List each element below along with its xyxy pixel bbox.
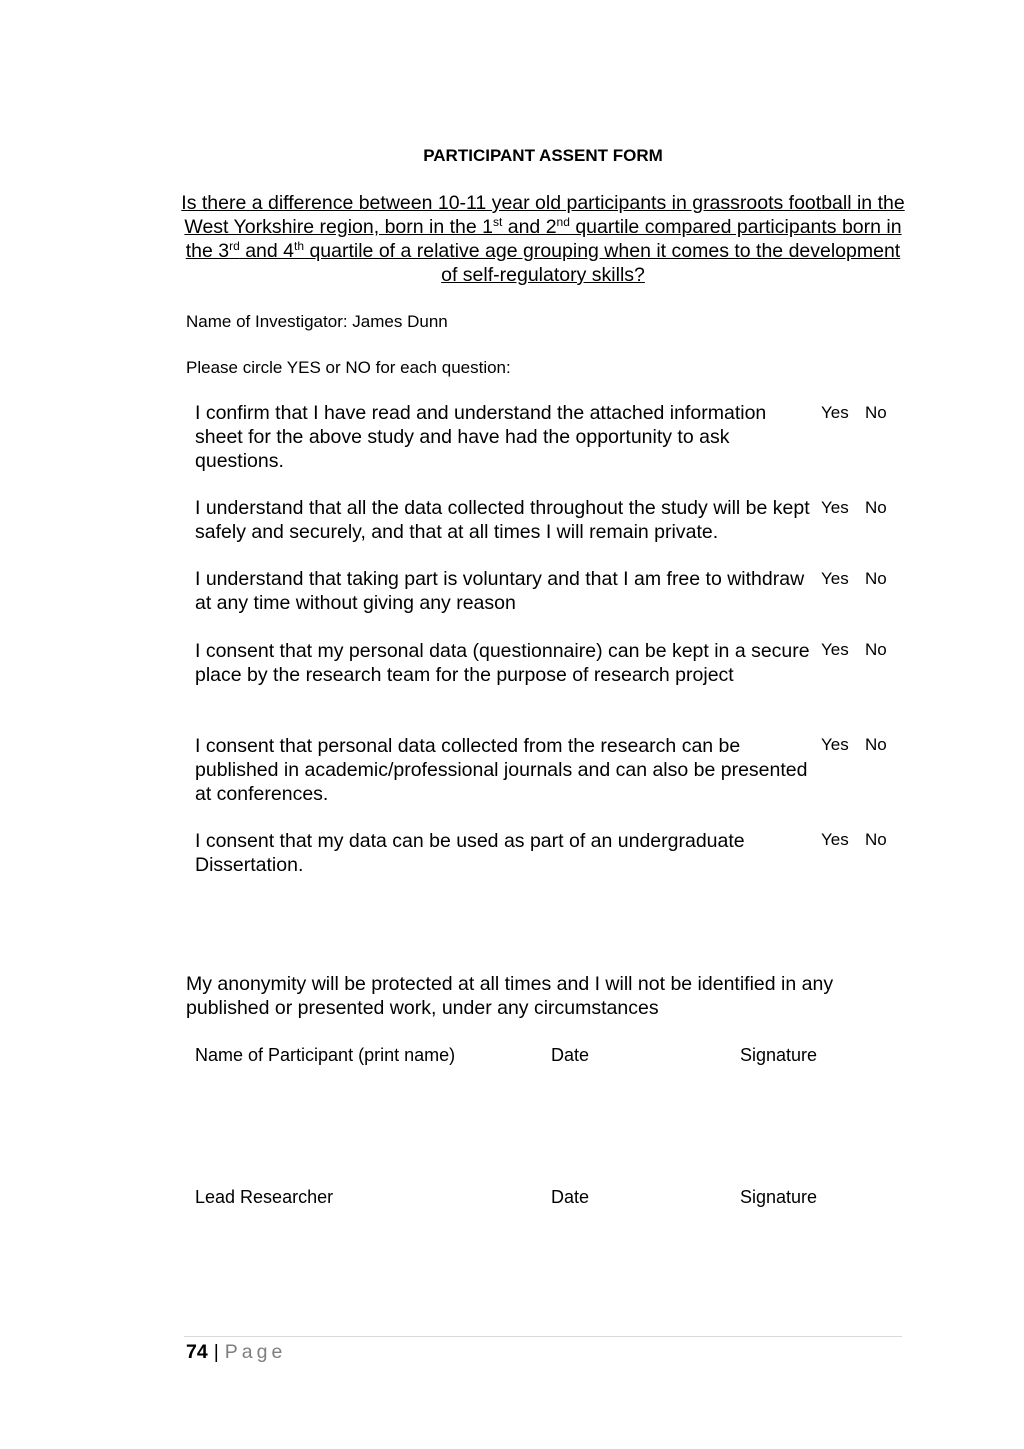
study-title-sup-4: th [294, 239, 305, 253]
page-title: PARTICIPANT ASSENT FORM [423, 146, 663, 165]
study-title-sup-1: st [492, 215, 503, 229]
question-3-text: I understand that taking part is voluntary and that I am free to withdraw at any time without giving any reason [195, 568, 805, 614]
participant-date-label: Date [551, 1045, 590, 1065]
question-1-yes[interactable]: Yes [821, 403, 849, 422]
page-footer [186, 1341, 286, 1364]
question-2-yes[interactable]: Yes [821, 498, 849, 517]
question-5-no[interactable]: No [865, 735, 887, 754]
study-title [180, 191, 906, 287]
study-title-text-4: and 4 [239, 240, 295, 262]
question-3-yes[interactable]: Yes [821, 569, 849, 588]
study-title-sup-2: nd [556, 215, 570, 229]
participant-signature-label: Signature [740, 1045, 818, 1065]
question-4-no[interactable]: No [865, 640, 887, 659]
page-label: Page [224, 1341, 287, 1363]
question-4-yes[interactable]: Yes [821, 640, 849, 659]
question-2-no[interactable]: No [865, 498, 887, 517]
participant-name-label: Name of Participant (print name) [195, 1045, 456, 1065]
question-6-yes[interactable]: Yes [821, 830, 849, 849]
researcher-date-label: Date [551, 1187, 590, 1207]
question-3-no[interactable]: No [865, 569, 887, 588]
instruction-text: Please circle YES or NO for each question: [186, 358, 511, 377]
study-title-sup-3: rd [229, 239, 240, 253]
anonymity-statement: My anonymity will be protected at all times and I will not be identified in any published or presented work, under any circumstances [186, 973, 834, 1019]
page-number: 74 [186, 1341, 208, 1363]
question-1-no[interactable]: No [865, 403, 887, 422]
question-5-yes[interactable]: Yes [821, 735, 849, 754]
investigator-name: Name of Investigator: James Dunn [186, 312, 448, 331]
question-4-text: I consent that my personal data (questionnaire) can be kept in a secure place by the research team for the purpose of research project [195, 640, 810, 686]
footer-divider [184, 1336, 902, 1337]
question-6-no[interactable]: No [865, 830, 887, 849]
study-title-text-5: quartile of a relative age grouping when it comes to the development of self-regulatory skills? [304, 240, 901, 286]
question-5-text: I consent that personal data collected from the research can be published in academic/professional journals and can also be presented at conferences. [195, 735, 808, 805]
researcher-name-label: Lead Researcher [195, 1187, 334, 1207]
question-6-text: I consent that my data can be used as part of an undergraduate Dissertation. [195, 830, 745, 876]
study-title-text-1: Is there a difference between 10-11 year old participants in grassroots football in the West Yorkshire region, born in the 1 [181, 192, 905, 238]
question-2-text: I understand that all the data collected throughout the study will be kept safely and securely, and that at all times I will remain private. [195, 497, 810, 543]
researcher-signature-label: Signature [740, 1187, 818, 1207]
question-1-text: I confirm that I have read and understand the attached information sheet for the above study and have had the opportunity to ask questions. [195, 402, 767, 472]
study-title-text-3: quartile compared participants born in the 3 [185, 216, 902, 262]
footer-separator: | [213, 1341, 219, 1363]
study-title-text-2: and 2 [502, 216, 557, 238]
